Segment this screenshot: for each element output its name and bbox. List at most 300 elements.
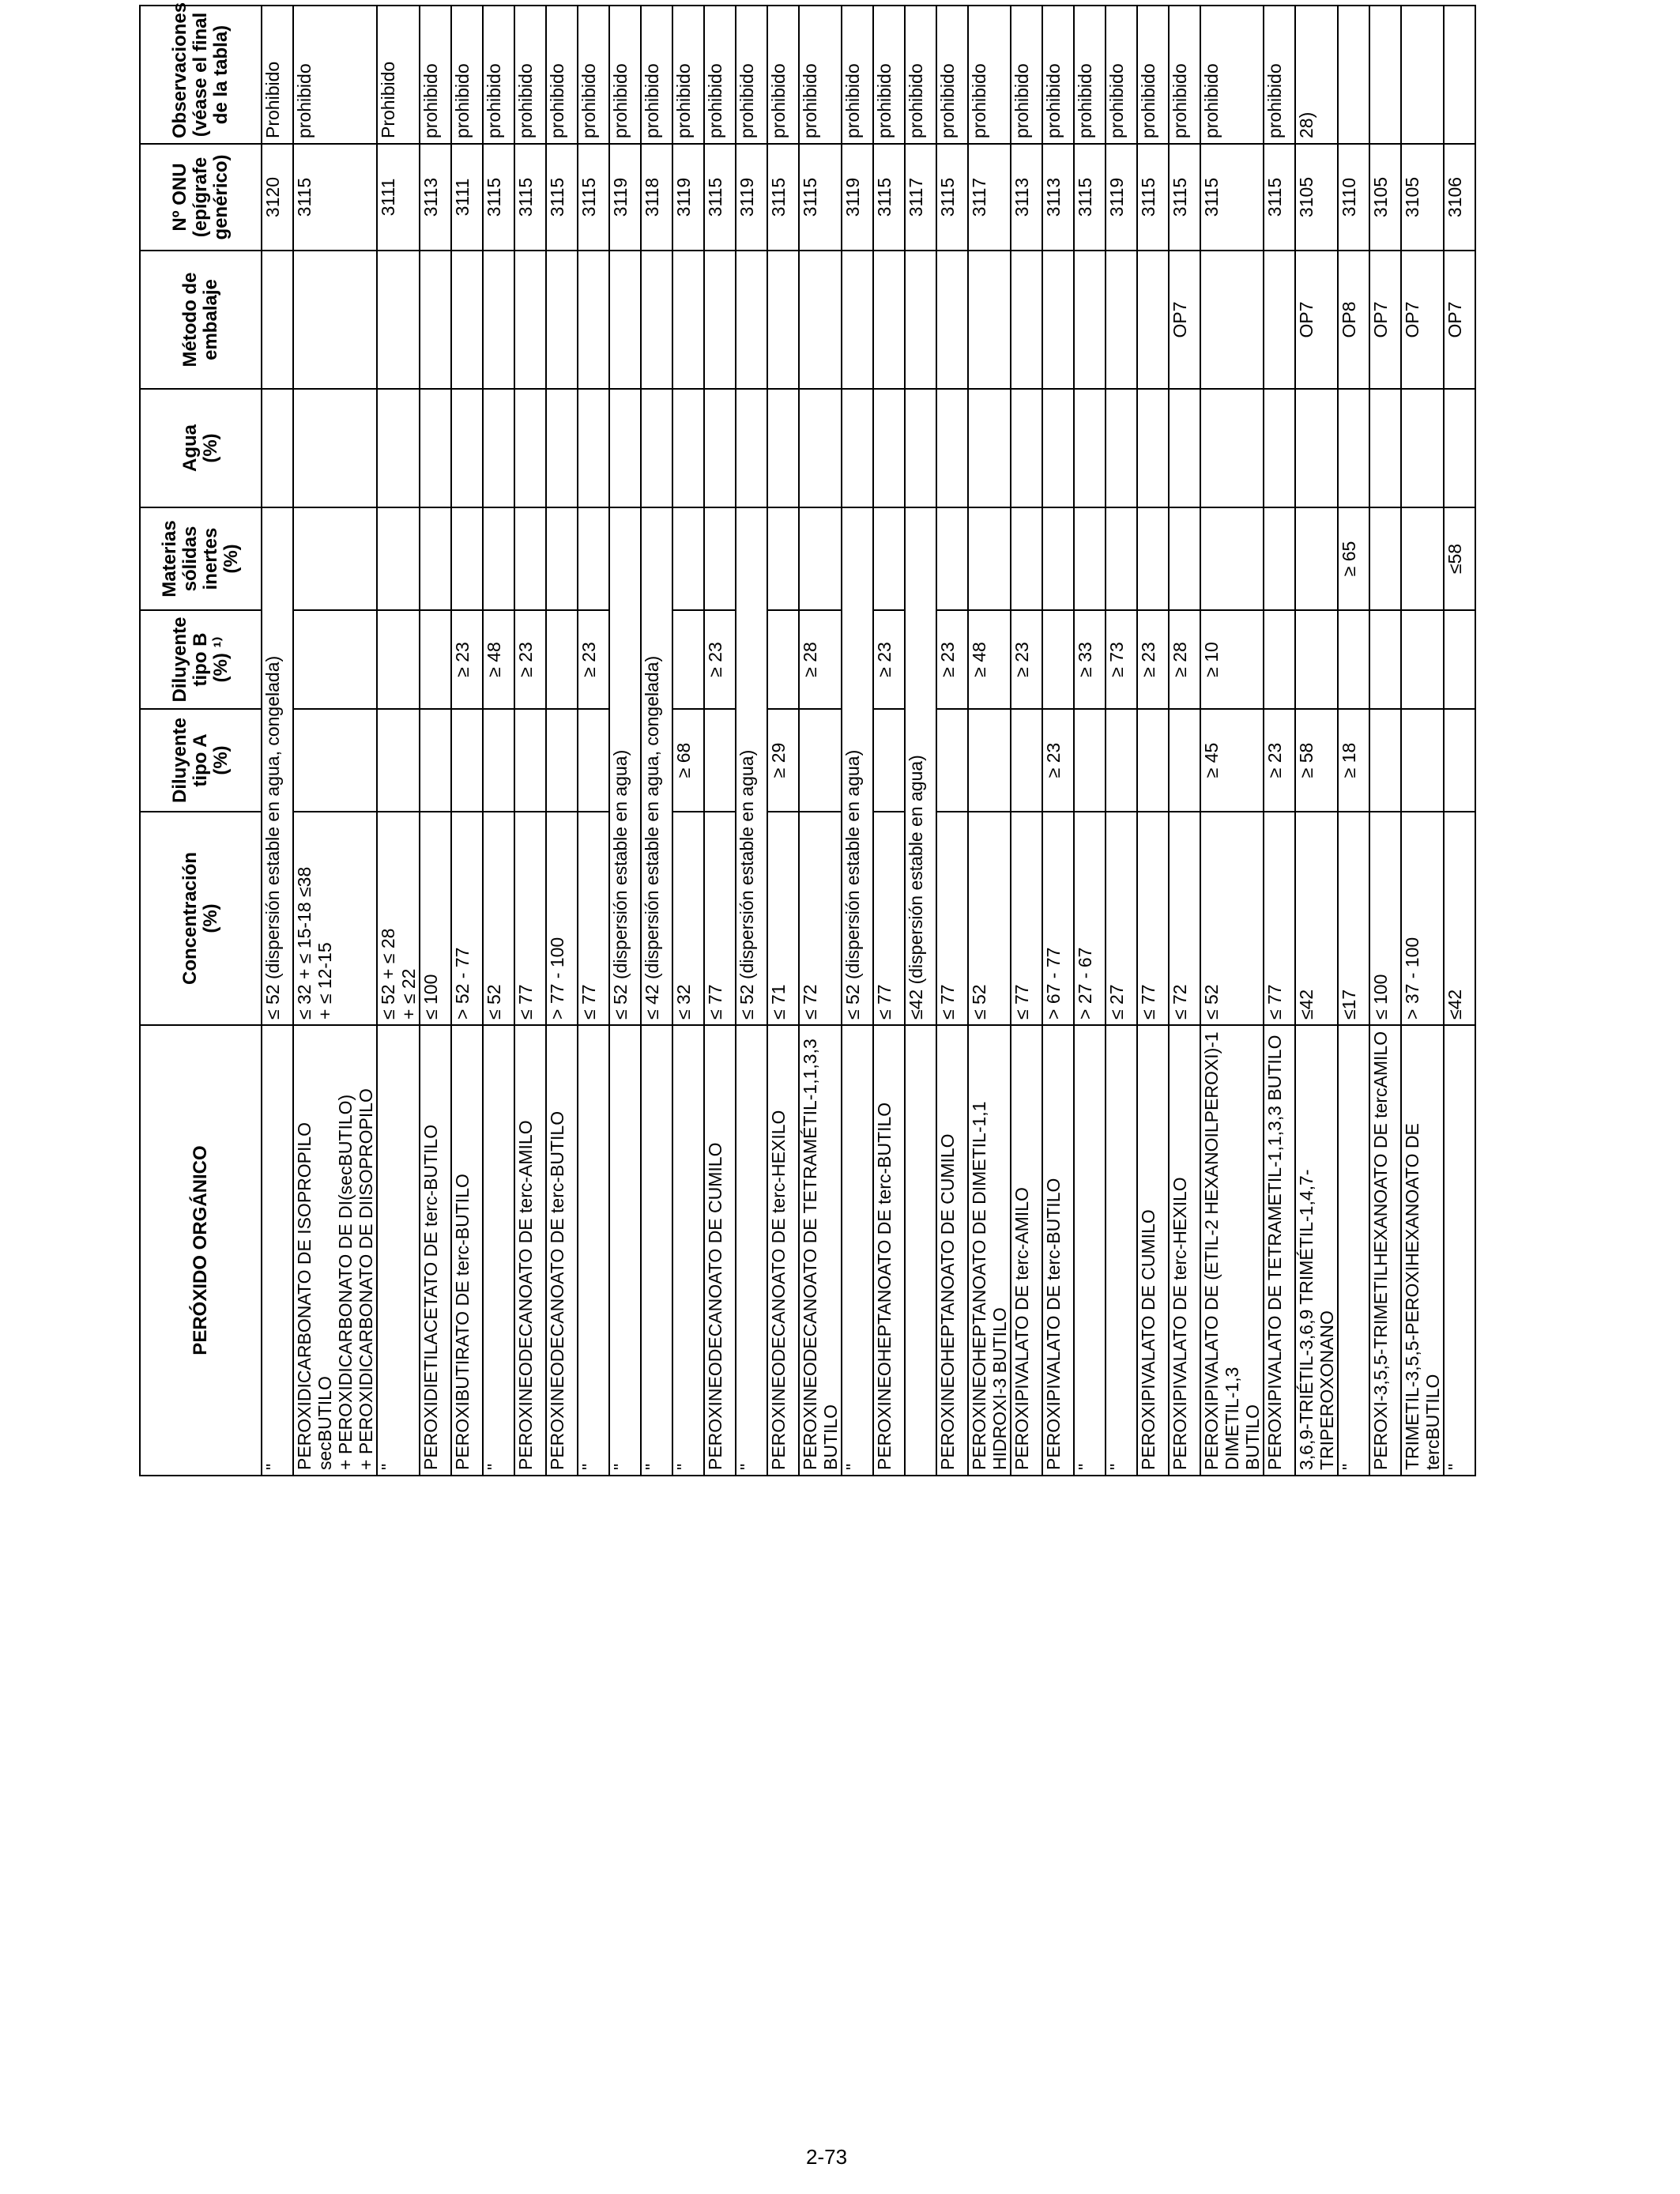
cell-diluyente-b: ≥ 48 xyxy=(483,610,514,709)
cell-peroxido: PEROXINEOHEPTANOATO DE DIMETIL-1,1 HIDROXI-3 BUTILO xyxy=(968,1025,1011,1476)
cell-concentracion: ≤ 100 xyxy=(1369,812,1401,1025)
cell-diluyente-a: ≥ 29 xyxy=(767,709,799,812)
cell-observaciones: prohibido xyxy=(420,6,451,144)
cell-numero-onu: 3115 xyxy=(1264,144,1295,251)
table-row xyxy=(1264,6,1295,1476)
cell-concentracion: ≤ 77 xyxy=(514,812,546,1025)
cell-metodo-embalaje xyxy=(1042,251,1074,389)
cell-numero-onu: 3115 xyxy=(483,144,514,251)
cell-peroxido: TRIMETIL-3,5,5-PEROXIHEXANOATO DE tercBUTILO xyxy=(1401,1025,1444,1476)
cell-observaciones: prohibido xyxy=(483,6,514,144)
cell-metodo-embalaje xyxy=(1264,251,1295,389)
cell-numero-onu: 3115 xyxy=(546,144,578,251)
cell-numero-onu: 3115 xyxy=(936,144,968,251)
table-row xyxy=(609,6,641,1476)
cell-metodo-embalaje: OP8 xyxy=(1338,251,1369,389)
cell-diluyente-b: ≥ 23 xyxy=(514,610,546,709)
cell-peroxido: " xyxy=(1074,1025,1106,1476)
cell-observaciones: prohibido xyxy=(767,6,799,144)
cell-metodo-embalaje xyxy=(1074,251,1106,389)
cell-metodo-embalaje: OP7 xyxy=(1369,251,1401,389)
cell-concentracion: ≤ 52 xyxy=(1200,812,1264,1025)
cell-concentracion: ≤ 52 (dispersión estable en agua) xyxy=(736,507,767,1025)
cell-materias-solidas xyxy=(936,507,968,610)
cell-concentracion: > 27 - 67 xyxy=(1074,812,1106,1025)
cell-peroxido: PEROXINEODECANOATO DE terc-BUTILO xyxy=(546,1025,578,1476)
cell-numero-onu: 3115 xyxy=(873,144,905,251)
cell-metodo-embalaje xyxy=(968,251,1011,389)
cell-diluyente-a: ≥ 68 xyxy=(672,709,704,812)
cell-metodo-embalaje xyxy=(578,251,609,389)
cell-concentracion: ≤ 52 xyxy=(483,812,514,1025)
cell-peroxido: " xyxy=(609,1025,641,1476)
header-concentracion: Concentración (%) xyxy=(140,812,262,1025)
header-diluyente-a: Diluyente tipo A (%) xyxy=(140,709,262,812)
cell-numero-onu: 3115 xyxy=(1074,144,1106,251)
cell-metodo-embalaje xyxy=(641,251,672,389)
cell-diluyente-a xyxy=(873,709,905,812)
cell-diluyente-b: ≥ 28 xyxy=(799,610,842,709)
cell-agua xyxy=(377,389,420,507)
rotated-page-content xyxy=(139,2,1482,1476)
cell-numero-onu: 3115 xyxy=(799,144,842,251)
cell-materias-solidas: ≥ 65 xyxy=(1338,507,1369,610)
cell-diluyente-b: ≥ 23 xyxy=(578,610,609,709)
cell-diluyente-a xyxy=(968,709,1011,812)
cell-diluyente-b xyxy=(1444,610,1475,709)
cell-diluyente-a xyxy=(483,709,514,812)
header-diluyente-b: Diluyente tipo B (%) ¹⁾ xyxy=(140,610,262,709)
cell-agua xyxy=(799,389,842,507)
cell-concentracion: ≤42 xyxy=(1444,812,1475,1025)
cell-diluyente-b: ≥ 23 xyxy=(1011,610,1042,709)
cell-concentracion: ≤ 32 xyxy=(672,812,704,1025)
cell-diluyente-b: ≥ 23 xyxy=(873,610,905,709)
table-row xyxy=(1200,6,1264,1476)
cell-peroxido: PEROXIDICARBONATO DE ISOPROPILO secBUTILO + PEROXIDICARBONATO DE DI(secBUTILO) + PEROXIDICARBONATO DE DIISOPROPILO xyxy=(293,1025,377,1476)
cell-diluyente-b xyxy=(1401,610,1444,709)
cell-numero-onu: 3117 xyxy=(968,144,1011,251)
cell-diluyente-b xyxy=(546,610,578,709)
cell-numero-onu: 3115 xyxy=(293,144,377,251)
cell-numero-onu: 3105 xyxy=(1401,144,1444,251)
header-metodo-embalaje: Método de embalaje xyxy=(140,251,262,389)
cell-concentracion: ≤ 72 xyxy=(1169,812,1200,1025)
cell-materias-solidas xyxy=(1264,507,1295,610)
table-row xyxy=(1338,6,1369,1476)
cell-diluyente-a xyxy=(546,709,578,812)
cell-concentracion: ≤ 52 + ≤ 28 + ≤ 22 xyxy=(377,812,420,1025)
cell-agua xyxy=(1295,389,1338,507)
cell-metodo-embalaje xyxy=(262,251,293,389)
table-row xyxy=(1074,6,1106,1476)
cell-observaciones: prohibido xyxy=(641,6,672,144)
cell-materias-solidas xyxy=(1369,507,1401,610)
cell-peroxido: PEROXINEOHEPTANOATO DE CUMILO xyxy=(936,1025,968,1476)
cell-materias-solidas xyxy=(1011,507,1042,610)
cell-observaciones: Prohibido xyxy=(377,6,420,144)
cell-peroxido: PEROXINEODECANOATO DE terc-AMILO xyxy=(514,1025,546,1476)
cell-agua xyxy=(1264,389,1295,507)
cell-peroxido xyxy=(905,1025,936,1476)
cell-numero-onu: 3119 xyxy=(842,144,873,251)
cell-numero-onu: 3113 xyxy=(1042,144,1074,251)
cell-concentracion: ≤ 27 xyxy=(1106,812,1137,1025)
cell-agua xyxy=(936,389,968,507)
cell-concentracion: > 37 - 100 xyxy=(1401,812,1444,1025)
cell-diluyente-b: ≥ 10 xyxy=(1200,610,1264,709)
cell-metodo-embalaje xyxy=(420,251,451,389)
cell-numero-onu: 3119 xyxy=(1106,144,1137,251)
cell-concentracion: ≤ 77 xyxy=(1011,812,1042,1025)
cell-diluyente-a xyxy=(377,709,420,812)
cell-diluyente-a xyxy=(1011,709,1042,812)
cell-materias-solidas xyxy=(1200,507,1264,610)
cell-observaciones xyxy=(1369,6,1401,144)
cell-observaciones: prohibido xyxy=(1264,6,1295,144)
cell-materias-solidas xyxy=(1169,507,1200,610)
cell-concentracion: ≤ 71 xyxy=(767,812,799,1025)
cell-agua xyxy=(1137,389,1169,507)
table-row xyxy=(1295,6,1338,1476)
cell-agua xyxy=(842,389,873,507)
cell-metodo-embalaje: OP7 xyxy=(1444,251,1475,389)
cell-peroxido: PEROXINEOHEPTANOATO DE terc-BUTILO xyxy=(873,1025,905,1476)
cell-peroxido: " xyxy=(842,1025,873,1476)
table-row xyxy=(842,6,873,1476)
cell-concentracion: ≤ 32 + ≤ 15-18 ≤38 + ≤ 12-15 xyxy=(293,812,377,1025)
cell-observaciones: prohibido xyxy=(293,6,377,144)
cell-agua xyxy=(451,389,483,507)
cell-metodo-embalaje xyxy=(546,251,578,389)
table-row xyxy=(1169,6,1200,1476)
cell-numero-onu: 3115 xyxy=(1200,144,1264,251)
cell-metodo-embalaje xyxy=(451,251,483,389)
cell-materias-solidas xyxy=(968,507,1011,610)
cell-metodo-embalaje xyxy=(873,251,905,389)
cell-observaciones: prohibido xyxy=(1074,6,1106,144)
cell-numero-onu: 3115 xyxy=(514,144,546,251)
cell-metodo-embalaje xyxy=(514,251,546,389)
cell-observaciones: prohibido xyxy=(842,6,873,144)
cell-metodo-embalaje xyxy=(609,251,641,389)
cell-diluyente-b xyxy=(420,610,451,709)
cell-metodo-embalaje xyxy=(842,251,873,389)
table-row xyxy=(968,6,1011,1476)
cell-numero-onu: 3120 xyxy=(262,144,293,251)
cell-agua xyxy=(420,389,451,507)
cell-numero-onu: 3110 xyxy=(1338,144,1369,251)
cell-diluyente-b xyxy=(1338,610,1369,709)
cell-observaciones: prohibido xyxy=(704,6,736,144)
cell-diluyente-b xyxy=(1264,610,1295,709)
header-agua: Agua (%) xyxy=(140,389,262,507)
cell-observaciones: prohibido xyxy=(514,6,546,144)
cell-observaciones: prohibido xyxy=(1137,6,1169,144)
cell-agua xyxy=(1074,389,1106,507)
cell-materias-solidas xyxy=(1042,507,1074,610)
cell-observaciones: prohibido xyxy=(905,6,936,144)
cell-diluyente-a xyxy=(1106,709,1137,812)
cell-agua xyxy=(767,389,799,507)
cell-metodo-embalaje xyxy=(1137,251,1169,389)
cell-metodo-embalaje xyxy=(799,251,842,389)
cell-concentracion: ≤ 77 xyxy=(1137,812,1169,1025)
cell-materias-solidas: ≤58 xyxy=(1444,507,1475,610)
cell-numero-onu: 3113 xyxy=(420,144,451,251)
cell-diluyente-b: ≥ 28 xyxy=(1169,610,1200,709)
cell-agua xyxy=(1106,389,1137,507)
cell-materias-solidas xyxy=(546,507,578,610)
table-row xyxy=(483,6,514,1476)
cell-metodo-embalaje xyxy=(483,251,514,389)
table-row xyxy=(1369,6,1401,1476)
page-number: 2-73 xyxy=(806,2145,848,2169)
cell-peroxido: PEROXINEODECANOATO DE TETRAMÉTIL-1,1,3,3 BUTILO xyxy=(799,1025,842,1476)
cell-agua xyxy=(1338,389,1369,507)
cell-agua xyxy=(1011,389,1042,507)
cell-concentracion: ≤ 100 xyxy=(420,812,451,1025)
cell-metodo-embalaje xyxy=(704,251,736,389)
cell-numero-onu: 3111 xyxy=(451,144,483,251)
cell-observaciones: prohibido xyxy=(546,6,578,144)
cell-diluyente-b xyxy=(377,610,420,709)
cell-agua xyxy=(873,389,905,507)
cell-agua xyxy=(609,389,641,507)
cell-metodo-embalaje xyxy=(377,251,420,389)
cell-numero-onu: 3115 xyxy=(767,144,799,251)
cell-agua xyxy=(546,389,578,507)
cell-concentracion: > 52 - 77 xyxy=(451,812,483,1025)
cell-materias-solidas xyxy=(420,507,451,610)
cell-agua xyxy=(968,389,1011,507)
cell-diluyente-a: ≥ 23 xyxy=(1264,709,1295,812)
cell-numero-onu: 3111 xyxy=(377,144,420,251)
cell-peroxido: " xyxy=(1444,1025,1475,1476)
cell-agua xyxy=(905,389,936,507)
table-row xyxy=(451,6,483,1476)
cell-peroxido: 3,6,9-TRIÉTIL-3,6,9 TRIMÉTIL-1,4,7-TRIPEROXONANO xyxy=(1295,1025,1338,1476)
cell-materias-solidas xyxy=(293,507,377,610)
cell-observaciones: prohibido xyxy=(968,6,1011,144)
cell-metodo-embalaje xyxy=(905,251,936,389)
table-row xyxy=(1401,6,1444,1476)
cell-peroxido: PEROXINEODECANOATO DE CUMILO xyxy=(704,1025,736,1476)
cell-agua xyxy=(704,389,736,507)
table-row xyxy=(873,6,905,1476)
table-row xyxy=(546,6,578,1476)
cell-materias-solidas xyxy=(1401,507,1444,610)
cell-observaciones xyxy=(1401,6,1444,144)
cell-concentracion: > 67 - 77 xyxy=(1042,812,1074,1025)
cell-metodo-embalaje xyxy=(1011,251,1042,389)
cell-observaciones: prohibido xyxy=(451,6,483,144)
header-peroxido: PERÓXIDO ORGÁNICO xyxy=(140,1025,262,1476)
cell-observaciones: prohibido xyxy=(799,6,842,144)
cell-numero-onu: 3106 xyxy=(1444,144,1475,251)
cell-agua xyxy=(578,389,609,507)
cell-metodo-embalaje: OP7 xyxy=(1169,251,1200,389)
cell-diluyente-b: ≥ 23 xyxy=(451,610,483,709)
cell-peroxido: PEROXINEODECANOATO DE terc-HEXILO xyxy=(767,1025,799,1476)
cell-diluyente-b: ≥ 23 xyxy=(1137,610,1169,709)
cell-diluyente-b: ≥ 23 xyxy=(704,610,736,709)
cell-diluyente-a xyxy=(936,709,968,812)
cell-observaciones: prohibido xyxy=(1106,6,1137,144)
cell-agua xyxy=(641,389,672,507)
table-row xyxy=(514,6,546,1476)
cell-observaciones: prohibido xyxy=(1169,6,1200,144)
cell-agua xyxy=(483,389,514,507)
cell-metodo-embalaje xyxy=(672,251,704,389)
cell-diluyente-a: ≥ 58 xyxy=(1295,709,1338,812)
cell-numero-onu: 3117 xyxy=(905,144,936,251)
cell-concentracion: > 77 - 100 xyxy=(546,812,578,1025)
cell-peroxido: " xyxy=(641,1025,672,1476)
table-row xyxy=(704,6,736,1476)
cell-diluyente-a: ≥ 23 xyxy=(1042,709,1074,812)
table-row xyxy=(293,6,377,1476)
cell-agua xyxy=(1169,389,1200,507)
table-row xyxy=(641,6,672,1476)
table-header-row xyxy=(140,6,262,1476)
cell-peroxido: PEROXIPIVALATO DE terc-BUTILO xyxy=(1042,1025,1074,1476)
cell-concentracion: ≤ 77 xyxy=(1264,812,1295,1025)
cell-materias-solidas xyxy=(799,507,842,610)
cell-diluyente-b: ≥ 48 xyxy=(968,610,1011,709)
table-row xyxy=(672,6,704,1476)
cell-observaciones: prohibido xyxy=(1200,6,1264,144)
table-row xyxy=(420,6,451,1476)
cell-metodo-embalaje xyxy=(1106,251,1137,389)
cell-agua xyxy=(672,389,704,507)
cell-peroxido: " xyxy=(736,1025,767,1476)
cell-concentracion: ≤ 77 xyxy=(936,812,968,1025)
cell-observaciones: prohibido xyxy=(578,6,609,144)
cell-agua xyxy=(736,389,767,507)
cell-metodo-embalaje xyxy=(767,251,799,389)
cell-diluyente-a xyxy=(1074,709,1106,812)
cell-concentracion: ≤ 77 xyxy=(578,812,609,1025)
cell-peroxido: PEROXIPIVALATO DE (ETIL-2 HEXANOILPEROXI)-1 DIMETIL-1,3 BUTILO xyxy=(1200,1025,1264,1476)
cell-peroxido: PEROXIPIVALATO DE TETRAMETIL-1,1,3,3 BUTILO xyxy=(1264,1025,1295,1476)
cell-observaciones xyxy=(1338,6,1369,144)
cell-materias-solidas xyxy=(1295,507,1338,610)
cell-peroxido: " xyxy=(578,1025,609,1476)
cell-diluyente-a xyxy=(293,709,377,812)
cell-concentracion: ≤ 42 (dispersión estable en agua, congelada) xyxy=(641,507,672,1025)
cell-observaciones xyxy=(1444,6,1475,144)
header-observaciones: Observaciones (véase el final de la tabla) xyxy=(140,6,262,144)
cell-concentracion: ≤ 77 xyxy=(873,812,905,1025)
cell-concentracion: ≤ 72 xyxy=(799,812,842,1025)
cell-peroxido: PEROXIBUTIRATO DE terc-BUTILO xyxy=(451,1025,483,1476)
cell-agua xyxy=(1042,389,1074,507)
cell-numero-onu: 3115 xyxy=(1137,144,1169,251)
cell-observaciones: prohibido xyxy=(1042,6,1074,144)
cell-agua xyxy=(1200,389,1264,507)
cell-diluyente-b xyxy=(1369,610,1401,709)
cell-diluyente-b xyxy=(1295,610,1338,709)
cell-peroxido: " xyxy=(1338,1025,1369,1476)
cell-numero-onu: 3118 xyxy=(641,144,672,251)
cell-concentracion: ≤ 52 (dispersión estable en agua) xyxy=(609,507,641,1025)
cell-materias-solidas xyxy=(1074,507,1106,610)
table-row xyxy=(1011,6,1042,1476)
cell-peroxido: " xyxy=(483,1025,514,1476)
cell-diluyente-a xyxy=(1137,709,1169,812)
cell-concentracion: ≤ 52 (dispersión estable en agua) xyxy=(842,507,873,1025)
cell-diluyente-b: ≥ 23 xyxy=(936,610,968,709)
cell-agua xyxy=(262,389,293,507)
cell-concentracion: ≤17 xyxy=(1338,812,1369,1025)
cell-materias-solidas xyxy=(672,507,704,610)
cell-peroxido: " xyxy=(262,1025,293,1476)
cell-materias-solidas xyxy=(873,507,905,610)
cell-diluyente-a xyxy=(1401,709,1444,812)
cell-metodo-embalaje xyxy=(1200,251,1264,389)
cell-materias-solidas xyxy=(1106,507,1137,610)
organic-peroxide-table xyxy=(139,2,1476,1476)
cell-diluyente-a xyxy=(1169,709,1200,812)
cell-peroxido: PEROXIPIVALATO DE CUMILO xyxy=(1137,1025,1169,1476)
cell-numero-onu: 3115 xyxy=(1169,144,1200,251)
cell-concentracion: ≤42 (dispersión estable en agua) xyxy=(905,507,936,1025)
cell-numero-onu: 3119 xyxy=(672,144,704,251)
cell-materias-solidas xyxy=(767,507,799,610)
cell-concentracion: ≤ 77 xyxy=(704,812,736,1025)
cell-concentracion: ≤ 52 xyxy=(968,812,1011,1025)
cell-materias-solidas xyxy=(377,507,420,610)
cell-diluyente-a xyxy=(578,709,609,812)
cell-diluyente-b: ≥ 73 xyxy=(1106,610,1137,709)
cell-observaciones: prohibido xyxy=(736,6,767,144)
cell-numero-onu: 3115 xyxy=(578,144,609,251)
cell-materias-solidas xyxy=(483,507,514,610)
cell-observaciones: prohibido xyxy=(936,6,968,144)
table-row xyxy=(377,6,420,1476)
cell-peroxido: PEROXIPIVALATO DE terc-AMILO xyxy=(1011,1025,1042,1476)
cell-materias-solidas xyxy=(1137,507,1169,610)
cell-diluyente-b xyxy=(1042,610,1074,709)
cell-numero-onu: 3119 xyxy=(736,144,767,251)
table-row xyxy=(905,6,936,1476)
cell-concentracion: ≤42 xyxy=(1295,812,1338,1025)
cell-materias-solidas xyxy=(704,507,736,610)
table-row xyxy=(1137,6,1169,1476)
cell-diluyente-a xyxy=(799,709,842,812)
table-row xyxy=(936,6,968,1476)
cell-numero-onu: 3105 xyxy=(1369,144,1401,251)
header-numero-onu: Nº ONU (epígrafe genérico) xyxy=(140,144,262,251)
cell-diluyente-a xyxy=(704,709,736,812)
cell-diluyente-a xyxy=(1369,709,1401,812)
table-row xyxy=(578,6,609,1476)
cell-peroxido: PEROXIPIVALATO DE terc-HEXILO xyxy=(1169,1025,1200,1476)
cell-peroxido: " xyxy=(377,1025,420,1476)
cell-materias-solidas xyxy=(451,507,483,610)
cell-metodo-embalaje: OP7 xyxy=(1295,251,1338,389)
cell-metodo-embalaje: OP7 xyxy=(1401,251,1444,389)
cell-numero-onu: 3119 xyxy=(609,144,641,251)
cell-metodo-embalaje xyxy=(736,251,767,389)
cell-peroxido: PEROXI-3,5,5-TRIMETILHEXANOATO DE tercAMILO xyxy=(1369,1025,1401,1476)
cell-metodo-embalaje xyxy=(293,251,377,389)
cell-diluyente-b: ≥ 33 xyxy=(1074,610,1106,709)
cell-numero-onu: 3113 xyxy=(1011,144,1042,251)
cell-numero-onu: 3105 xyxy=(1295,144,1338,251)
cell-diluyente-a xyxy=(1444,709,1475,812)
